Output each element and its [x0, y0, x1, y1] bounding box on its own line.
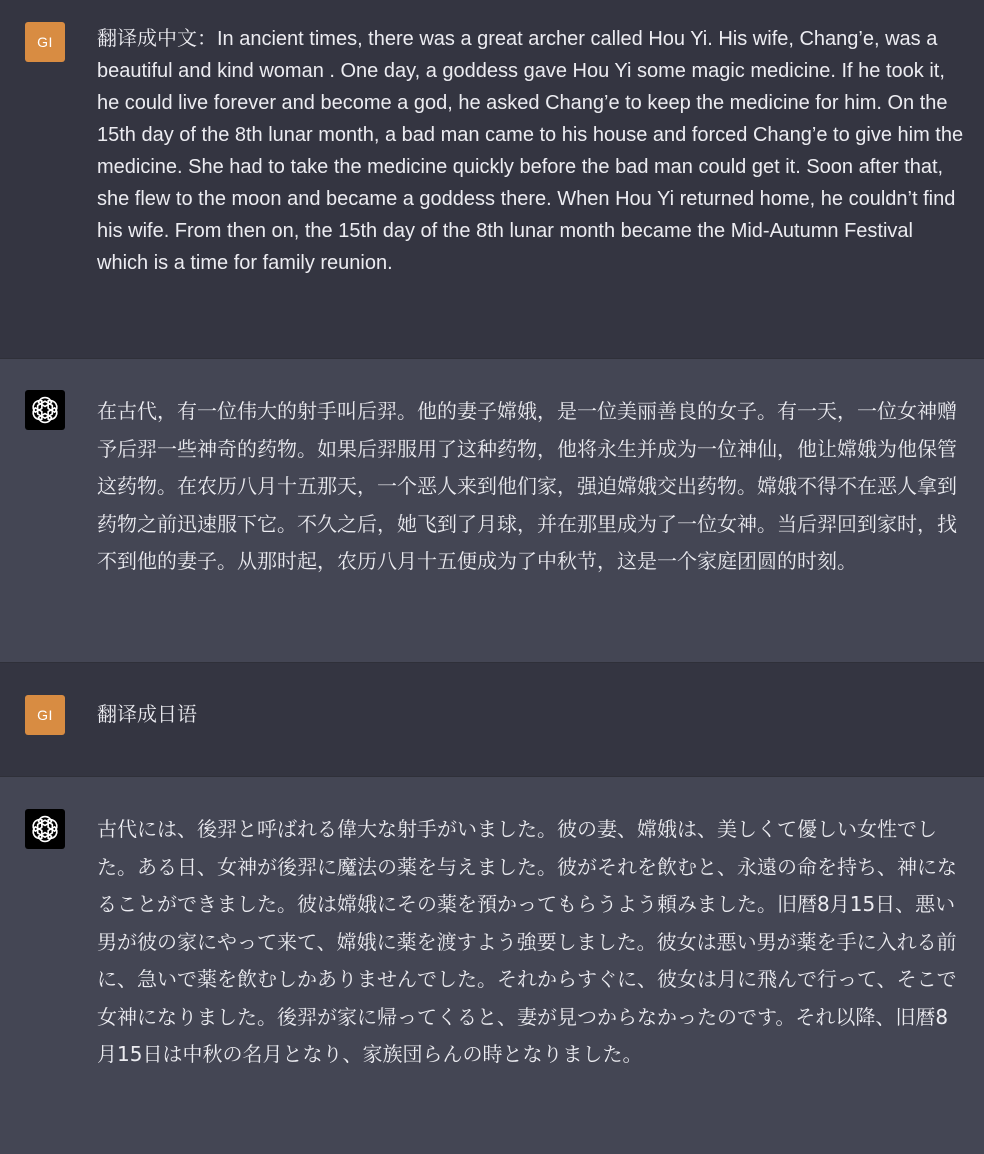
- assistant-message: [0, 777, 984, 1154]
- user-message-text: 翻译成中文：In ancient times, there was a great archer called Hou Yi. His wife, Chang’e, was a beautiful and kind woman . One day, a goddess gave Hou Yi some magic medicine. If he took it, he could live forever and become a god, he asked Chang’e to keep the medicine for him. On the 15th day of the 8th lunar month, a bad man came to his house and forced Chang’e to give him the medicine. She had to take the medicine quickly before the bad man could get it. Soon after that, she flew to the moon and became a goddess there. When Hou Yi returned home, he couldn’t find his wife. From then on, the 15th day of the 8th lunar month became the Mid-Autumn Festival which is a time for family reunion.: [97, 28, 964, 274]
- user-avatar-initials: GI: [37, 707, 53, 723]
- user-message: [0, 663, 984, 777]
- openai-logo-icon: [25, 390, 65, 430]
- openai-logo-icon: [25, 809, 65, 849]
- user-avatar: [25, 22, 65, 62]
- user-message-text: 翻译成日语: [97, 702, 197, 726]
- assistant-message-text: 古代には、後羿と呼ばれる偉大な射手がいました。彼の妻、嫦娥は、美しくて優しい女性でした。ある日、女神が後羿に魔法の薬を与えました。彼がそれを飲むと、永遠の命を持ち、神になることができました。彼は嫦娥にその薬を預かってもらうよう頼みました。旧暦8月15日、悪い男が彼の家にやって来て、嫦娥に薬を渡すよう強要しました。彼女は悪い男が薬を手に入れる前に、急いで薬を飲むしかありませんでした。それからすぐに、彼女は月に飛んで行って、そこで女神になりました。後羿が家に帰ってくると、妻が見つからなかったのです。それ以降、旧暦8月15日は中秋の名月となり、家族団らんの時となりました。: [97, 817, 957, 1066]
- assistant-message-text: 在古代，有一位伟大的射手叫后羿。他的妻子嫦娥，是一位美丽善良的女子。有一天，一位女神赠予后羿一些神奇的药物。如果后羿服用了这种药物，他将永生并成为一位神仙，他让嫦娥为他保管这药物。在农历八月十五那天，一个恶人来到他们家，强迫嫦娥交出药物。嫦娥不得不在恶人拿到药物之前迅速服下它。不久之后，她飞到了月球，并在那里成为了一位女神。当后羿回到家时，找不到他的妻子。从那时起，农历八月十五便成为了中秋节，这是一个家庭团圆的时刻。: [97, 399, 957, 573]
- user-avatar: [25, 695, 65, 735]
- user-message: [0, 0, 984, 359]
- user-avatar-initials: GI: [37, 34, 53, 50]
- assistant-message: [0, 359, 984, 663]
